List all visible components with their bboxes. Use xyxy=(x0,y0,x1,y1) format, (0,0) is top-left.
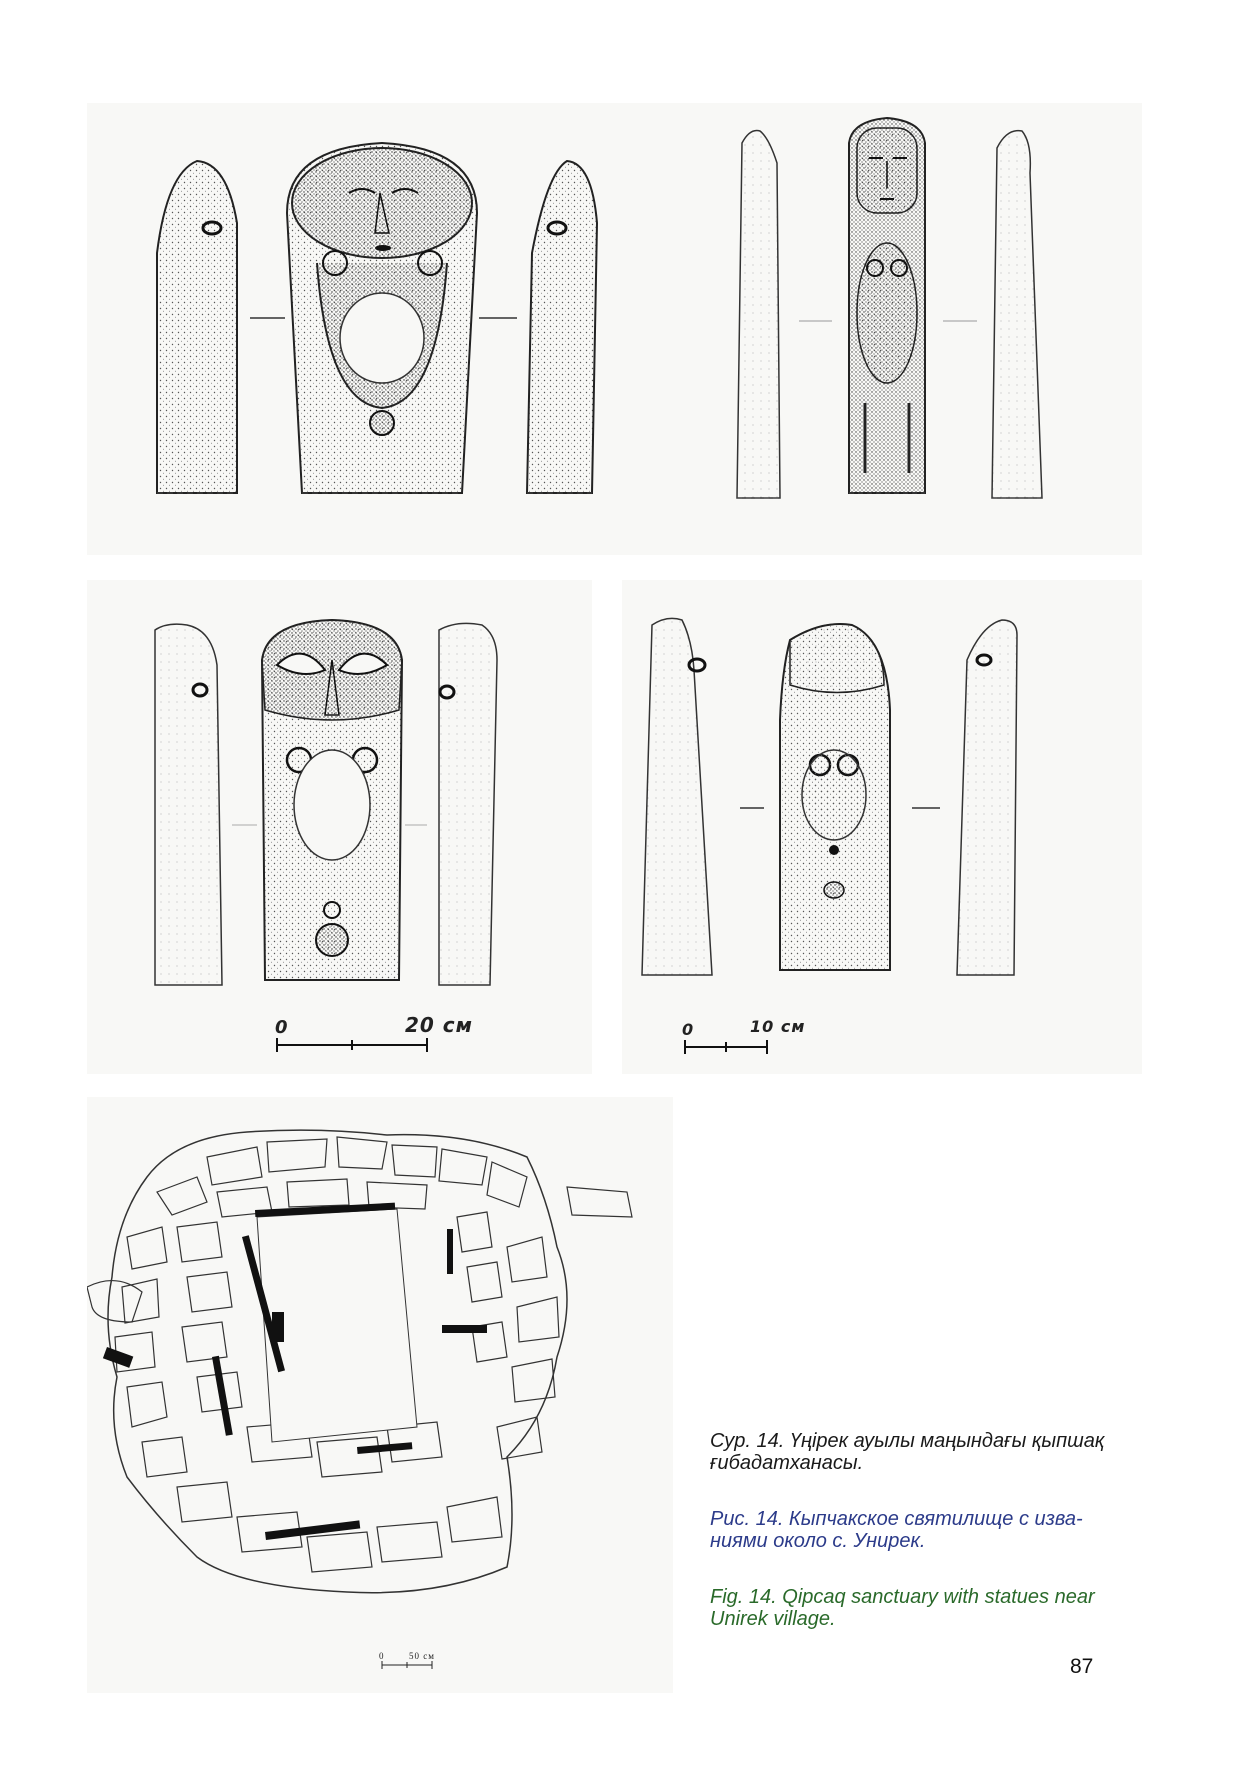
caption-russian: Рис. 14. Кыпчакское святилище с изва-ниями около с. Унирек. xyxy=(710,1508,1083,1552)
scale-a-start: 0 xyxy=(275,1017,289,1038)
scale-bar-plan xyxy=(382,1661,432,1669)
statue-drawings-mid-right xyxy=(622,580,1142,1074)
scale-bar-b xyxy=(685,1040,767,1054)
sanctuary-plan-drawing xyxy=(87,1097,673,1693)
scale-b-start: 0 xyxy=(682,1020,695,1039)
statue-4-right-side xyxy=(957,620,1017,975)
statue-drawings-mid-left xyxy=(87,580,592,1074)
scale-bar-a xyxy=(277,1038,427,1052)
statue-1-left-side xyxy=(157,161,237,493)
statue-2-left-side xyxy=(737,131,780,499)
statue-4-left-side xyxy=(642,618,712,975)
page-number: 87 xyxy=(1070,1655,1094,1678)
caption-english: Fig. 14. Qipcaq sanctuary with statues near Unirek village. xyxy=(710,1586,1095,1630)
statue-2-right-side xyxy=(992,131,1042,498)
statue-2-front xyxy=(849,118,925,493)
figure-panel-plan xyxy=(87,1097,673,1693)
statue-drawings-top xyxy=(87,103,1142,555)
statue-3-left-side xyxy=(155,624,222,985)
figure-panel-mid-left xyxy=(87,580,592,1074)
scale-b-end: 10 см xyxy=(750,1017,806,1036)
scale-plan-start: 0 xyxy=(379,1651,385,1661)
figure-panel-top xyxy=(87,103,1142,555)
scale-plan-end: 50 см xyxy=(409,1651,435,1661)
statue-4-front xyxy=(780,624,890,970)
caption-kazakh: Сур. 14. Үңірек ауылы маңындағы қыпшақ ғибадатханасы. xyxy=(710,1430,1105,1474)
statue-1-front xyxy=(287,143,477,493)
statue-3-front xyxy=(262,620,402,980)
statue-3-right-side xyxy=(439,623,497,985)
figure-panel-mid-right xyxy=(622,580,1142,1074)
statue-1-right-side xyxy=(527,161,597,493)
scale-a-end: 20 см xyxy=(405,1013,473,1037)
